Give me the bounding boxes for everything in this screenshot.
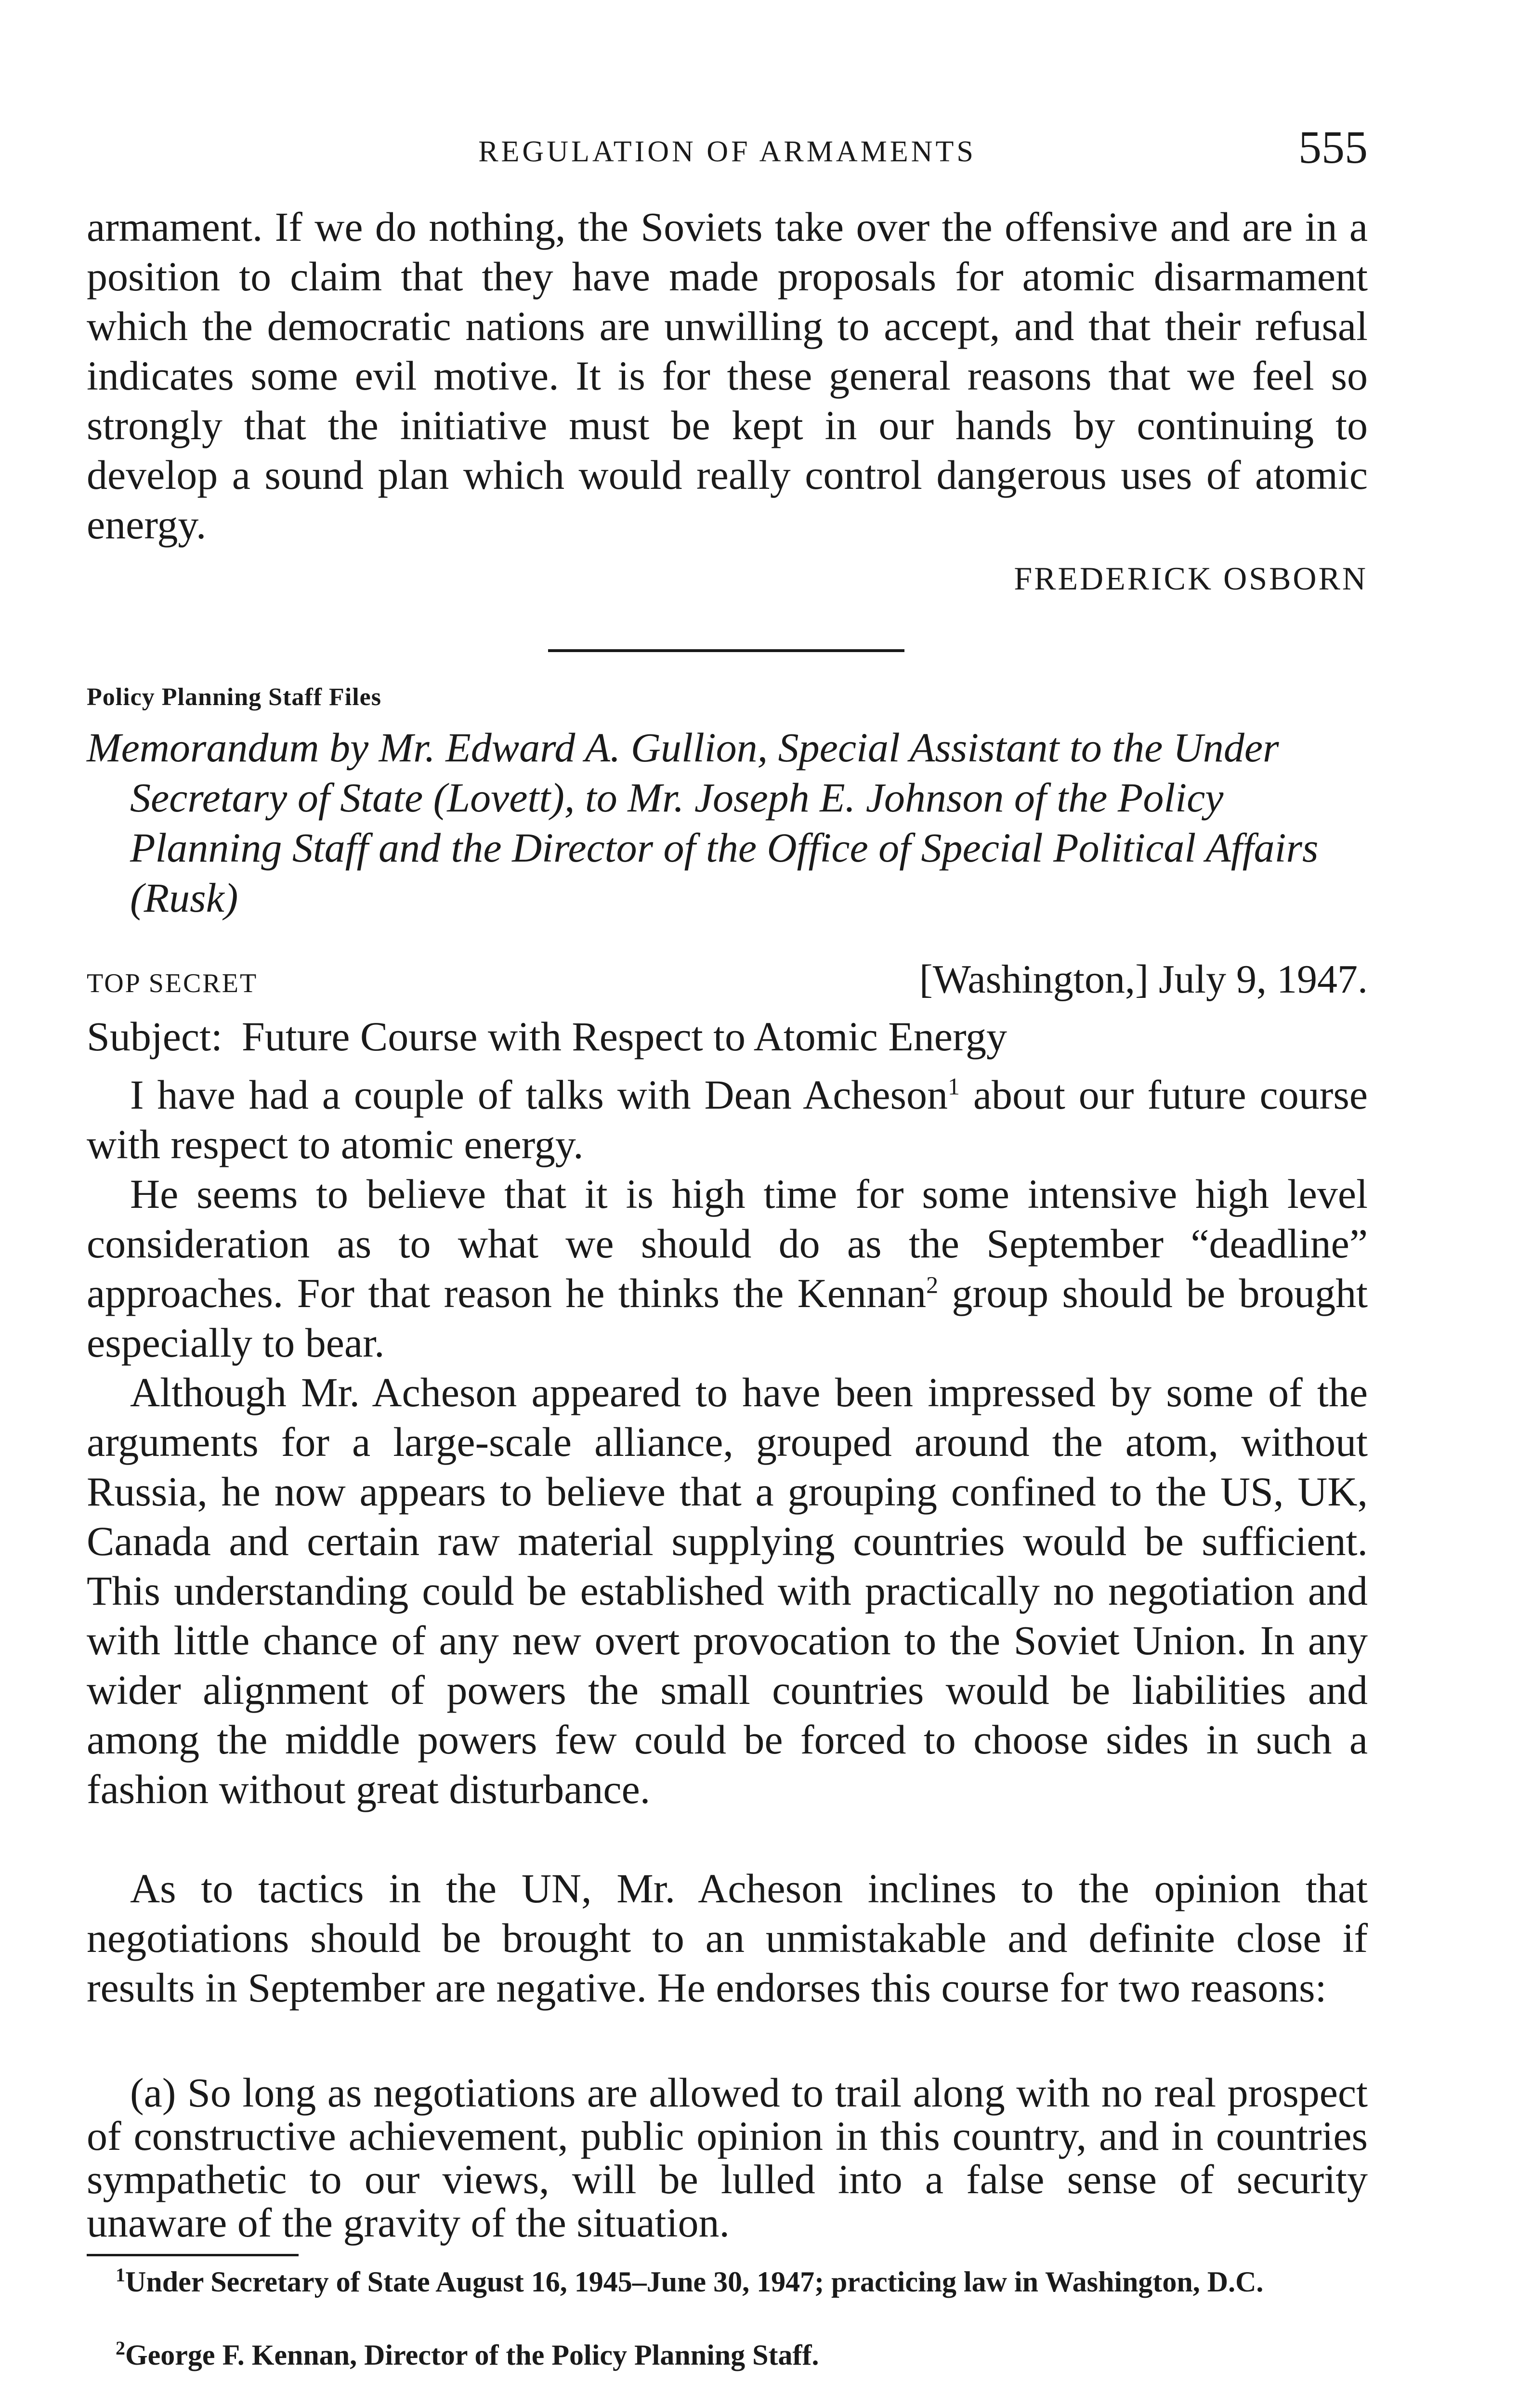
paragraph-4: As to tactics in the UN, Mr. Acheson inclines to the opinion that negotiations should be brought to an unmistakable and definite close if results in September are negative. He endorses this course for two reasons:: [87, 1865, 1368, 2011]
footnote-ref-1: 1: [948, 1073, 960, 1100]
classification-label: TOP SECRET: [87, 968, 258, 998]
paragraph-2-text-b: group should be brought especially to bear.: [87, 1270, 1368, 1366]
footnote-2-mark: 2: [116, 2337, 125, 2359]
paragraph-1-text-b: about our future course with respect to atomic energy.: [87, 1072, 1368, 1167]
subject-label: Subject:: [87, 1013, 222, 1060]
continuation-paragraph: armament. If we do nothing, the Soviets take over the offensive and are in a position to claim that they have made proposals for atomic disarmament which the democratic nations are unwilling to accept, and that their refusal indicates some evil motive. It is for these general reasons that we feel so strongly that the initiative must be kept in our hands by continuing to develop a sound plan which would really control dangerous uses of atomic energy.: [87, 204, 1368, 548]
paragraph-2: [87, 1169, 1368, 1368]
page-number: 555: [1298, 121, 1368, 173]
signature: FREDERICK OSBORN: [1014, 560, 1368, 597]
footnote-1: [87, 2264, 1368, 2300]
document-title: Memorandum by Mr. Edward A. Gullion, Special Assistant to the Under Secretary of State (Lovett), to Mr. Joseph E. Johnson of the Policy Planning Staff and the Director of the Office of Special Political Affairs (Rusk): [87, 724, 1319, 921]
document-source: Policy Planning Staff Files: [87, 683, 381, 711]
paragraph-5: (a) So long as negotiations are allowed to trail along with no real prospect of constructive achievement, public opinion in this country, and in countries sympathetic to our views, will be lulled into a false sense of security unaware of the gravity of the situation.: [87, 2069, 1368, 2246]
footnote-ref-2: 2: [926, 1271, 939, 1298]
paragraph-1-text-a: I have had a couple of talks with Dean Acheson: [130, 1072, 948, 1118]
paragraph-1: [87, 1070, 1368, 1169]
section-divider: [548, 649, 904, 652]
paragraph-2-text-a: He seems to believe that it is high time for some intensive high level consideration as to what we should do as the September “deadline” approaches. For that reason he thinks the Kennan: [87, 1171, 1368, 1316]
footnote-divider: [87, 2254, 299, 2256]
subject-text: Future Course with Respect to Atomic Energy: [241, 1013, 1008, 1060]
subject-line: [87, 1012, 1007, 1060]
footnote-2: [87, 2337, 1368, 2373]
page-header: [87, 120, 1368, 183]
footnote-1-text: Under Secretary of State August 16, 1945–June 30, 1947; practicing law in Washington, D.C.: [125, 2266, 1264, 2298]
paragraph-3: Although Mr. Acheson appeared to have been impressed by some of the arguments for a large-scale alliance, grouped around the atom, without Russia, he now appears to believe that a grouping confined to the US, UK, Canada and certain raw material supplying countries would be sufficient. This understanding could be established with practically no negotiation and with little chance of any new overt provocation to the Soviet Union. In any wider alignment of powers the small countries would be liabilities and among the middle powers few could be forced to choose sides in such a fashion without great disturbance.: [87, 1369, 1368, 1812]
place-date: [Washington,] July 9, 1947.: [919, 957, 1368, 1002]
footnote-1-mark: 1: [116, 2264, 125, 2286]
running-head: REGULATION OF ARMAMENTS: [478, 135, 976, 168]
footnote-2-text: George F. Kennan, Director of the Policy Planning Staff.: [125, 2339, 819, 2371]
